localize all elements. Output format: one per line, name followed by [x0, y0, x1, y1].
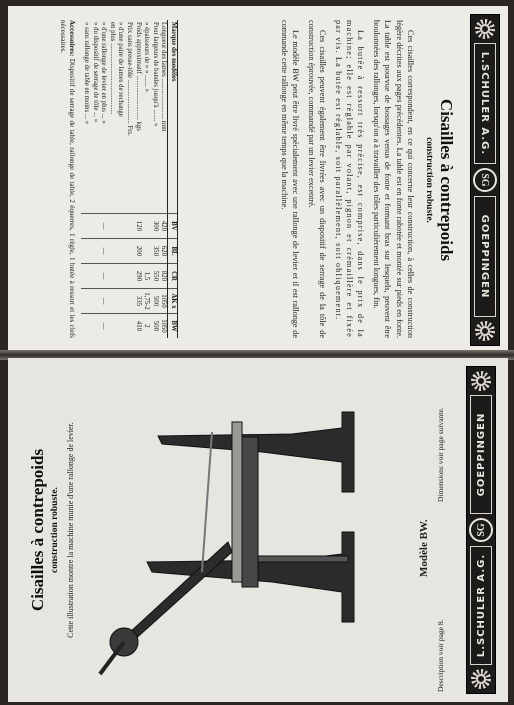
column-header: BV: [168, 214, 178, 239]
cell: [107, 239, 116, 264]
page-title: Cisailles à contrepoids: [437, 98, 456, 262]
table-row: [81, 20, 90, 338]
table-row: [124, 20, 133, 338]
cell: [90, 239, 99, 264]
paragraph: Le modèle BW peut être livré spécialement avec une rallonge de levier et il est rallonge de commande cette rallonge en même temps que la machine.: [279, 20, 301, 338]
cell: —: [99, 264, 108, 289]
column-header: BW: [168, 314, 178, 339]
illustration-caption: Cette illustration montre la machine munie d'une rallonge de levier.: [66, 422, 75, 638]
accessories-label: Accessoires:: [68, 20, 76, 57]
row-label: Longueur des lames ........................ mm: [160, 22, 168, 132]
cell: [107, 214, 116, 239]
specifications-table: [81, 20, 178, 338]
cell: [90, 314, 99, 339]
row-label: Poids approximatif .......................... kgs: [134, 22, 142, 131]
brand-name-left: L.SCHULER A.G.: [474, 43, 496, 164]
table-row: [99, 20, 108, 338]
dimensions-reference: Dimensions voir page suivante.: [436, 407, 445, 502]
brand-name-right: GOEPPINGEN: [470, 395, 492, 514]
cell: 335: [133, 289, 142, 314]
cell: [81, 314, 90, 339]
cell: [107, 289, 116, 314]
cell: [116, 239, 125, 264]
cell: 1050: [159, 289, 168, 314]
cell: 500: [150, 314, 159, 339]
cell: 500: [150, 289, 159, 314]
page-title: Cisailles à contrepoids: [28, 448, 47, 612]
page-subtitle: construction robuste.: [50, 487, 60, 573]
row-label: en plus ..........................................: [108, 22, 116, 115]
row-label: Pour largeurs de bandes jusqu'à ....... »: [151, 22, 159, 127]
brand-name-left: L.SCHULER A.G.: [470, 546, 492, 665]
cell: 350: [150, 239, 159, 264]
cell: [124, 239, 133, 264]
row-label: Prix sans presse-tôle .......................... Frs.: [126, 22, 134, 136]
cell: [81, 214, 90, 239]
right-catalog-page: [8, 6, 508, 354]
cell: [107, 264, 116, 289]
cell: 420: [159, 214, 168, 239]
left-catalog-page: [8, 358, 508, 702]
cell: [116, 314, 125, 339]
table-row: [90, 20, 99, 338]
table-row: [107, 20, 116, 338]
cell: —: [99, 239, 108, 264]
page-subtitle: construction robuste.: [424, 137, 434, 223]
cell: 550: [150, 264, 159, 289]
cell: [81, 264, 90, 289]
right-page-content: [8, 6, 508, 354]
table-row: [142, 20, 151, 338]
gear-icon: [471, 371, 491, 391]
paragraph: La butée à ressort très précise, est comprise, dans le prix de la machine; elle est réglable par volant, pignon et crémaillère et fixée par vis. La butée est réglable, soit parallèlement, soit obliquement.: [333, 20, 366, 338]
brand-name-right: GOEPPINGEN: [474, 196, 496, 317]
left-page-content: [8, 358, 508, 702]
cell: 1,75-2: [142, 289, 151, 314]
cell: [124, 289, 133, 314]
company-emblem: SG: [469, 518, 493, 542]
cell: [142, 214, 151, 239]
accessories-text: Dispositif de serrage de table, rallonge de table, 2 équerres, 1 règle, 1 butée à ressort et les clefs nécessaires.: [58, 20, 76, 339]
cell: [107, 314, 116, 339]
table-row: [150, 20, 159, 338]
paragraph: Ces cisailles peuvent également être livrées avec un dispositif de serrage de la tôle de construction éprouvée, commandé par un levier excentré.: [306, 20, 328, 338]
cell: [124, 214, 133, 239]
cell: 300: [150, 214, 159, 239]
cell: 1050: [159, 314, 168, 339]
description-text: [275, 20, 416, 338]
cell: 410: [133, 314, 142, 339]
cell: [90, 264, 99, 289]
cell: —: [99, 289, 108, 314]
table-row: [159, 20, 168, 338]
description-reference: Description voir page 8.: [436, 619, 445, 692]
cell: 120: [133, 214, 142, 239]
header-banner: [470, 14, 500, 346]
cell: [124, 264, 133, 289]
model-label: Modèle BW.: [418, 519, 430, 577]
row-label: » du dispositif de serrage de tôle ... »: [91, 22, 99, 123]
gear-icon: [471, 669, 491, 689]
cell: [142, 239, 151, 264]
table-row: [116, 20, 125, 338]
cell: [116, 214, 125, 239]
column-header: AK x: [168, 289, 178, 314]
cell: 200: [133, 239, 142, 264]
table-header-row: [168, 20, 178, 338]
cell: —: [99, 214, 108, 239]
shear-machine-illustration: [92, 382, 412, 682]
row-label: » d'une rallonge de levier en plus ... »: [100, 22, 108, 124]
cell: [124, 314, 133, 339]
cell: [90, 289, 99, 314]
cell: [116, 264, 125, 289]
row-label: » d'une paire de lames de rechange: [117, 22, 125, 117]
paragraph: Ces cisailles correspondent, en ce qui concerne leur construction, à celles de construction légère décrites aux pages précédentes. La table est en fonte rabotée et montée sur pieds en fonte. La table est pourvue de bossages venus de fonte et formant bras sur lesquels, peuvent être boulonnées des rallonges, lorsqu'on a à travailler des tôles particulièrement longues, fin.: [371, 20, 415, 338]
gear-icon: [475, 321, 495, 341]
column-header: Marque des modèles: [168, 20, 178, 214]
footer-banner: [466, 366, 496, 694]
cell: 2: [142, 314, 151, 339]
cell: 1,5: [142, 264, 151, 289]
cell: 620: [159, 239, 168, 264]
accessories-note: [57, 20, 76, 338]
table-row: [133, 20, 142, 338]
column-header: CR: [168, 264, 178, 289]
cell: [81, 289, 90, 314]
cell: 290: [133, 264, 142, 289]
gear-icon: [475, 19, 495, 39]
row-label: » sans rallonge de table en moins ... »: [83, 22, 91, 125]
cell: 820: [159, 264, 168, 289]
row-label: » épaisseurs de » » ....... »: [143, 22, 151, 93]
column-header: BL: [168, 239, 178, 264]
cell: [81, 239, 90, 264]
cell: —: [99, 314, 108, 339]
cell: [116, 289, 125, 314]
company-emblem: SG: [473, 168, 497, 192]
cell: [90, 214, 99, 239]
